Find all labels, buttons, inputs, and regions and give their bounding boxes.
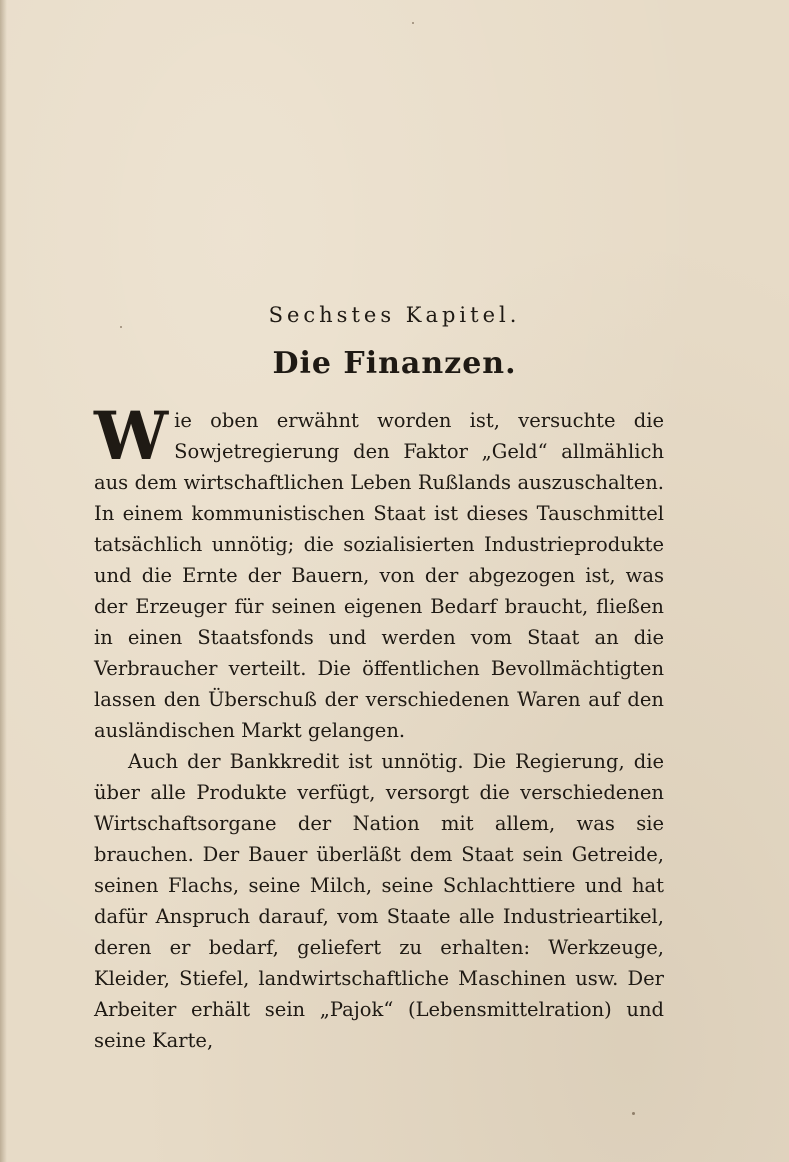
paragraph-1-text: ie oben erwähnt worden ist, versuchte die Sowjetregierung den Faktor „Geld“ allmählich aus dem wirtschaftlichen Leben Rußlands auszuschalten. In einem kommunistischen Staat ist dieses Tauschmittel tatsächlich unnötig; die sozialisierten Industrieprodukte und die Ernte der Bauern, von der abgezogen ist, was der Erzeuger für seinen eigenen Bedarf braucht, fließen in einen Staatsfonds und werden vom Staat an die Verbraucher verteilt. Die öffentlichen Bevollmächtigten lassen den Überschuß der verschiedenen Waren auf den ausländischen Markt gelangen. xyxy=(94,409,664,742)
page-edge-shadow xyxy=(0,0,7,1162)
paper-speck xyxy=(412,22,414,24)
chapter-label: Sechstes Kapitel. xyxy=(268,303,521,327)
chapter-title: Die Finanzen. xyxy=(272,346,517,381)
paper-speck xyxy=(632,1112,635,1115)
paragraph-1 xyxy=(94,397,664,746)
paper-speck xyxy=(120,326,122,328)
body-text xyxy=(94,397,664,1056)
drop-cap: W xyxy=(94,397,169,475)
paragraph-2: Auch der Bankkredit ist unnötig. Die Regierung, die über alle Produkte verfügt, versorgt die verschiedenen Wirtschaftsorgane der Nation mit allem, was sie brauchen. Der Bauer überläßt dem Staat sein Getreide, seinen Flachs, seine Milch, seine Schlachttiere und hat dafür Anspruch darauf, vom Staate alle Industrieartikel, deren er bedarf, geliefert zu erhalten: Werkzeuge, Kleider, Stiefel, landwirtschaftliche Maschinen usw. Der Arbeiter erhält sein „Pajok“ (Lebensmittelration) und seine Karte, xyxy=(94,750,664,1052)
